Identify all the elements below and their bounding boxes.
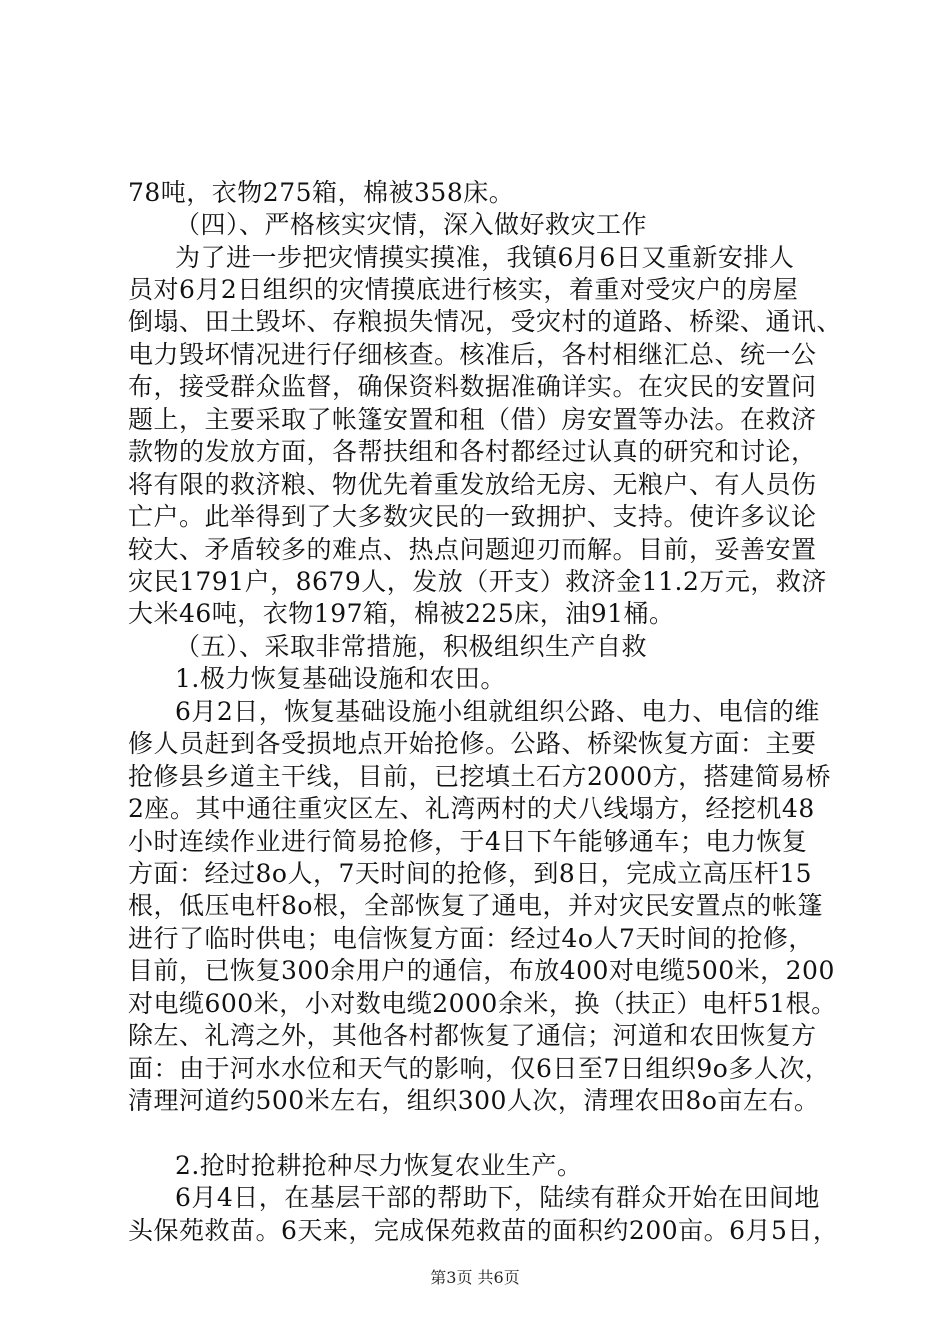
text-line: 为了进一步把灾情摸实摸准，我镇6月6日又重新安排人 xyxy=(175,243,795,272)
text-line: 6月2日，恢复基础设施小组就组织公路、电力、电信的维 xyxy=(175,697,820,726)
section-heading: （五）、采取非常措施，积极组织生产自救 xyxy=(175,632,648,661)
text-line: 2座。其中通往重灾区左、礼湾两村的犬八线塌方，经挖机48 xyxy=(128,794,815,823)
subheading: 1.极力恢复基础设施和农田。 xyxy=(175,664,506,693)
text-line: 面：由于河水水位和天气的影响，仅6日至7日组织9o多人次， xyxy=(128,1054,831,1083)
text-line: 布，接受群众监督，确保资料数据准确详实。在灾民的安置问 xyxy=(128,372,817,401)
text-line: 78吨，衣物275箱，棉被358床。 xyxy=(128,178,515,207)
text-line: 6月4日，在基层干部的帮助下，陆续有群众开始在田间地 xyxy=(175,1183,820,1212)
text-line: 款物的发放方面，各帮扶组和各村都经过认真的研究和讨论， xyxy=(128,437,817,466)
text-line: 头保苑救苗。6天来，完成保苑救苗的面积约200亩。6月5日， xyxy=(128,1216,839,1245)
text-line: 修人员赶到各受损地点开始抢修。公路、桥梁恢复方面：主要 xyxy=(128,729,817,758)
section-heading: （四）、严格核实灾情，深入做好救灾工作 xyxy=(175,210,648,239)
text-line: 员对6月2日组织的灾情摸底进行核实，着重对受灾户的房屋 xyxy=(128,275,799,304)
page-number: 第3页 共6页 xyxy=(430,1268,520,1287)
subheading: 2.抢时抢耕抢种尽力恢复农业生产。 xyxy=(175,1151,583,1180)
text-line: 抢修县乡道主干线，目前，已挖填土石方2000方，搭建简易桥 xyxy=(128,762,832,791)
text-line: 电力毁坏情况进行仔细核查。核准后，各村相继汇总、统一公 xyxy=(128,340,817,369)
text-line: 小时连续作业进行简易抢修，于4日下午能够通车；电力恢复 xyxy=(128,827,808,856)
text-line: 对电缆600米，小对数电缆2000余米，换（扶正）电杆51根。 xyxy=(128,989,837,1018)
text-line: 题上，主要采取了帐篷安置和租（借）房安置等办法。在救济 xyxy=(128,405,817,434)
text-line: 清理河道约500米左右，组织300人次，清理农田8o亩左右。 xyxy=(128,1086,820,1115)
text-line: 亡户。此举得到了大多数灾民的一致拥护、支持。使许多议论 xyxy=(128,502,817,531)
text-line: 将有限的救济粮、物优先着重发放给无房、无粮户、有人员伤 xyxy=(128,470,817,499)
text-line: 方面：经过8o人，7天时间的抢修，到8日，完成立高压杆15 xyxy=(128,859,813,888)
text-line: 目前，已恢复300余用户的通信，布放400对电缆500米，200 xyxy=(128,956,835,985)
text-line: 大米46吨，衣物197箱，棉被225床，油91桶。 xyxy=(128,599,675,628)
text-line: 除左、礼湾之外，其他各村都恢复了通信；河道和农田恢复方 xyxy=(128,1021,817,1050)
text-line: 倒塌、田土毁坏、存粮损失情况，受灾村的道路、桥梁、通讯、 xyxy=(128,307,843,336)
text-line: 较大、矛盾较多的难点、热点问题迎刃而解。目前，妥善安置 xyxy=(128,535,817,564)
text-line: 灾民1791户，8679人，发放（开支）救济金11.2万元，救济 xyxy=(128,567,827,596)
text-line: 根，低压电杆8o根，全部恢复了通电，并对灾民安置点的帐篷 xyxy=(128,891,823,920)
text-line: 进行了临时供电；电信恢复方面：经过4o人7天时间的抢修， xyxy=(128,924,814,953)
